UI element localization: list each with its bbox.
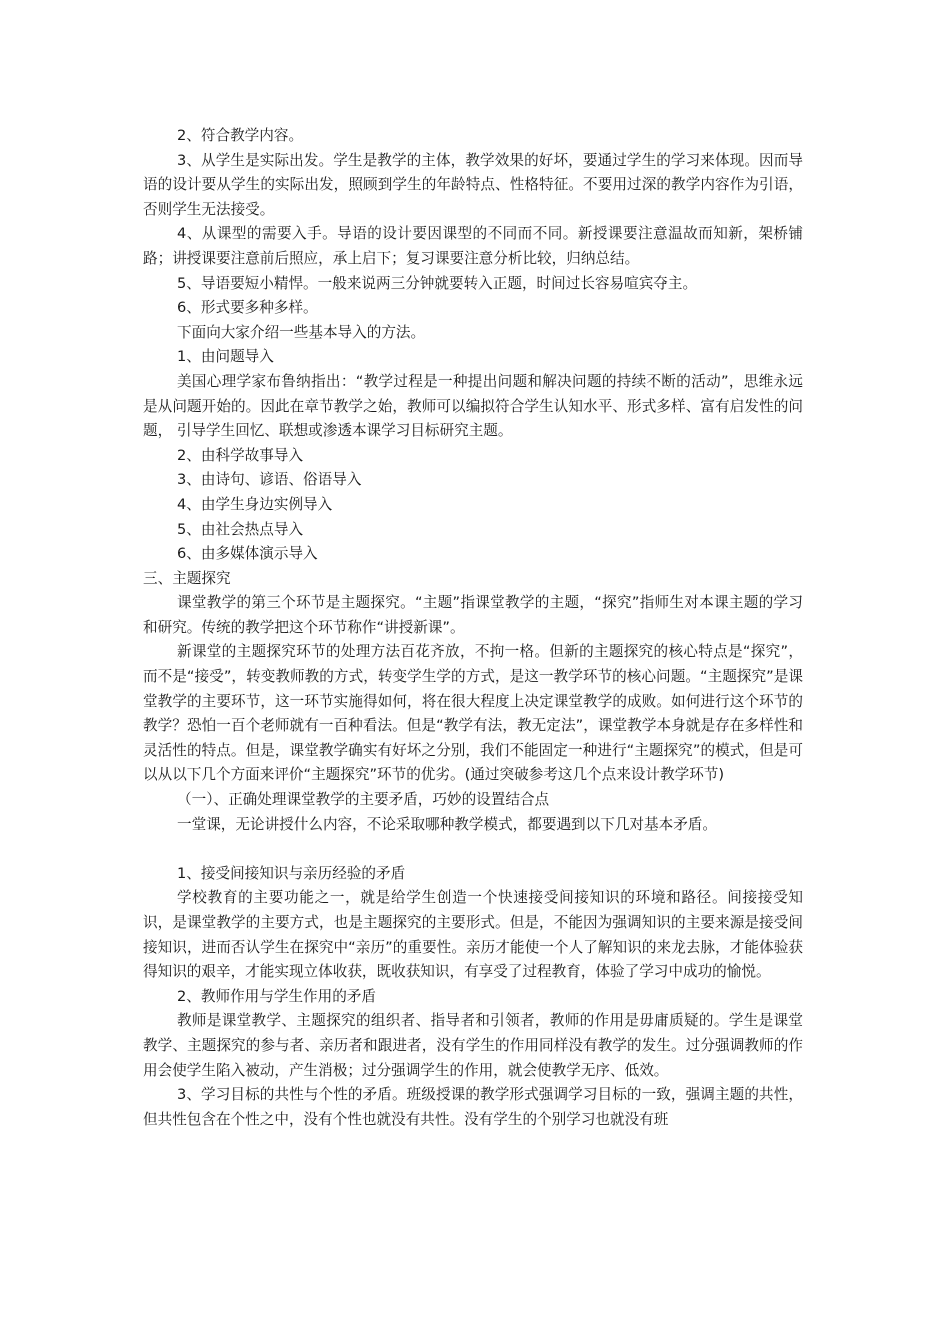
paragraph: 学校教育的主要功能之一，就是给学生创造一个快速接受间接知识的环境和路径。间接接受知识，是课堂教学的主要方式，也是主题探究的主要形式。但是，不能因为强调知识的主要来源是接受间接知识，进而否认学生在探究中“亲历”的重要性。亲历才能使一个人了解知识的来龙去脉，才能体验获得知识的艰辛，才能实现立体收获，既收获知识，有享受了过程教育，体验了学习中成功的愉悦。 (143, 889, 803, 981)
paragraph: 2、符合教学内容。 (177, 127, 304, 144)
paragraph: 6、由多媒体演示导入 (177, 545, 318, 563)
paragraph: 新课堂的主题探究环节的处理方法百花齐放，不拘一格。但新的主题探究的核心特点是“探究”，而不是“接受”，转变教师教的方式，转变学生学的方式，是这一教学环节的核心问题。“主题探究”是课堂教学的主要环节，这一环节实施得如何，将在很大程度上决定课堂教学的成败。如何进行这个环节的教学？恐怕一百个老师就有一百种看法。但是“教学有法，教无定法”，课堂教学本身就是存在多样性和灵活性的特点。但是，课堂教学确实有好坏之分别，我们不能固定一种进行“主题探究”的模式，但是可以从以下几个方面来评价“主题探究”环节的优劣。(通过突破参考这几个点来设计教学环节) (143, 643, 803, 784)
paragraph: 3、学习目标的共性与个性的矛盾。班级授课的教学形式强调学习目标的一致，强调主题的共性，但共性包含在个性之中，没有个性也就没有共性。没有学生的个别学习也就没有班 (143, 1086, 803, 1128)
paragraph: 教师是课堂教学、主题探究的组织者、指导者和引领者，教师的作用是毋庸质疑的。学生是课堂教学、主题探究的参与者、亲历者和跟进者，没有学生的作用同样没有教学的发生。过分强调教师的作用会使学生陷入被动，产生消极；过分强调学生的作用，就会使教学无序、低效。 (143, 1012, 803, 1079)
paragraph: 1、接受间接知识与亲历经验的矛盾 (177, 864, 406, 882)
paragraph: 4、从课型的需要入手。导语的设计要因课型的不同而不同。新授课要注意温故而知新，架桥铺路；讲授课要注意前后照应，承上启下；复习课要注意分析比较，归纳总结。 (143, 225, 803, 267)
paragraph: 6、形式要多种多样。 (177, 299, 318, 317)
paragraph: 2、教师作用与学生作用的矛盾 (177, 987, 377, 1005)
document-body (143, 124, 803, 1132)
paragraph: 美国心理学家布鲁纳指出：“教学过程是一种提出问题和解决问题的持续不断的活动”，思维永远是从问题开始的。因此在章节教学之始，教师可以编拟符合学生认知水平、形式多样、富有启发性的问题， 引导学生回忆、联想或渗透本课学习目标研究主题。 (143, 372, 803, 440)
paragraph: 1、由问题导入 (177, 348, 274, 366)
paragraph: 5、导语要短小精悍。一般来说两三分钟就要转入正题，时间过长容易喧宾夺主。 (177, 274, 698, 292)
paragraph: 3、由诗句、谚语、俗语导入 (177, 471, 362, 489)
paragraph: 三、主题探究 (143, 569, 231, 587)
paragraph: 下面向大家介绍一些基本导入的方法。 (177, 323, 426, 341)
paragraph: 4、由学生身边实例导入 (177, 495, 333, 513)
paragraph: （一）、正确处理课堂教学的主要矛盾，巧妙的设置结合点 (177, 791, 550, 809)
paragraph: 2、由科学故事导入 (177, 446, 304, 464)
paragraph: 3、从学生是实际出发。学生是教学的主体，教学效果的好坏，要通过学生的学习来体现。因而导语的设计要从学生的实际出发，照顾到学生的年龄特点、性格特征。不要用过深的教学内容作为引语， 否则学生无法接受。 (143, 151, 803, 218)
paragraph: 课堂教学的第三个环节是主题探究。“主题”指课堂教学的主题，“探究”指师生对本课主题的学习和研究。传统的教学把这个环节称作“讲授新课”。 (143, 594, 803, 636)
paragraph: 5、由社会热点导入 (177, 520, 304, 538)
paragraph: 一堂课，无论讲授什么内容，不论采取哪种教学模式，都要遇到以下几对基本矛盾。 (177, 815, 717, 833)
blank-line (143, 837, 803, 862)
